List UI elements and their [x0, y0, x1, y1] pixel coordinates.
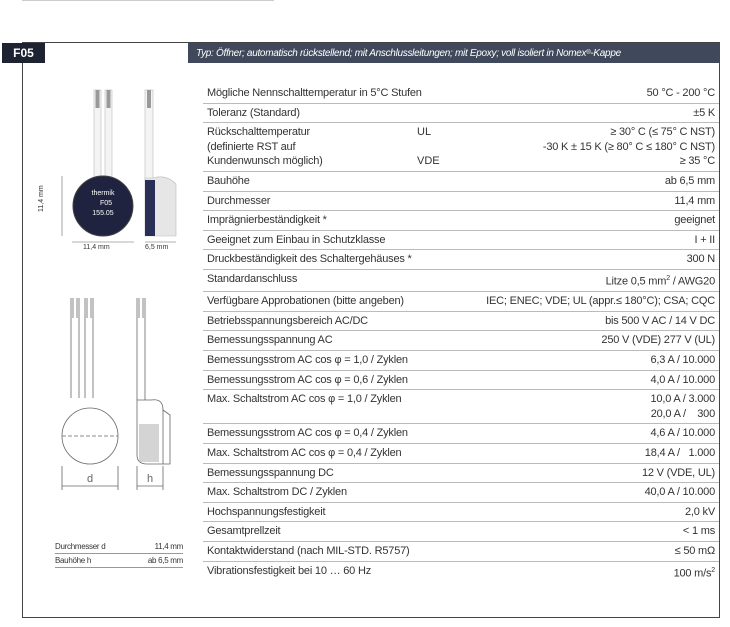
spec-row: [203, 192, 719, 212]
spec-label: Verfügbare Approbationen (bitte angeben): [207, 295, 404, 308]
spec-value: ±5 K: [693, 106, 715, 119]
spec-row: [203, 390, 719, 424]
spec-value-group: [674, 564, 715, 581]
spec-value: geeignet: [674, 214, 715, 227]
spec-value: 50 °C - 200 °C: [646, 87, 715, 99]
spec-value: ≤ 50 mΩ: [674, 544, 715, 557]
spec-row: [203, 172, 719, 192]
type-description: Typ: Öffner; automatisch rückstellend; mit Anschlussleitungen; mit Epoxy; voll isoliert in Nomex: [196, 47, 587, 59]
dimension-label: Bauhöhe h: [55, 556, 92, 565]
spec-row: [203, 464, 719, 484]
spec-row: [203, 292, 719, 312]
spec-value: 10,0 A / 3.000 20,0 A / 300: [650, 393, 715, 420]
dimensions-table: [55, 540, 183, 568]
top-rule: [22, 0, 274, 1]
photo-height-dim: 11,4 mm: [38, 185, 45, 212]
spec-value: 18,4 A / 1.000: [644, 446, 715, 459]
spec-label: Bemessungsspannung AC: [207, 334, 333, 347]
spec-value: 4,6 A / 10.000: [650, 427, 715, 440]
spec-label: Imprägnierbeständigkeit *: [207, 214, 327, 227]
spec-row: [203, 562, 719, 583]
photo-width-dim: 11,4 mm: [83, 244, 110, 251]
spec-value: 12 V (VDE, UL): [641, 466, 715, 479]
spec-row: [203, 522, 719, 542]
spec-label: Max. Schaltstrom AC cos φ = 1,0 / Zyklen: [207, 393, 402, 406]
spec-row: [203, 503, 719, 523]
spec-value: 2,0 kV: [685, 505, 715, 518]
spec-value: Litze 0,5 mm: [605, 275, 667, 288]
registered-mark: ®: [586, 50, 591, 56]
spec-row: [203, 351, 719, 371]
spec-value: 250 V (VDE) 277 V (UL): [601, 334, 715, 347]
spec-row: [203, 211, 719, 231]
photo-label-brand: thermik: [91, 190, 115, 197]
photo-label-model: F05: [99, 200, 113, 207]
spec-value: 11,4 mm: [674, 194, 715, 207]
spec-value: ab 6,5 mm: [664, 174, 715, 187]
product-code-tag: [2, 43, 45, 63]
drawing-h-label: h: [146, 473, 154, 485]
spec-value-superscript: 2: [711, 566, 715, 574]
spec-value: 40,0 A / 10.000: [644, 486, 715, 499]
spec-value: bis 500 V AC / 14 V DC: [605, 314, 715, 327]
spec-label: Max. Schaltstrom AC cos φ = 0,4 / Zyklen: [207, 446, 402, 459]
spec-row: [203, 483, 719, 503]
spec-value: 300 N: [686, 253, 715, 266]
spec-label: Kontaktwiderstand (nach MIL-STD. R5757): [207, 544, 410, 557]
type-header: [188, 43, 720, 63]
spec-label: Bemessungsstrom AC cos φ = 0,4 / Zyklen: [207, 427, 408, 440]
spec-label: Bemessungsstrom AC cos φ = 1,0 / Zyklen: [207, 353, 408, 366]
spec-value: 6,3 A / 10.000: [650, 353, 715, 366]
spec-row: [203, 123, 719, 172]
spec-label: Mögliche Nennschalttemperatur in 5°C Stufen: [207, 87, 422, 99]
spec-label: Gesamtprellzeit: [207, 525, 281, 538]
spec-row: [203, 371, 719, 391]
spec-label: Betriebsspannungsbereich AC/DC: [207, 314, 368, 327]
spec-row: [203, 231, 719, 251]
spec-label: Durchmesser: [207, 194, 271, 207]
technical-drawing: [55, 290, 190, 500]
spec-value: I + II: [694, 233, 715, 246]
spec-label: Rückschalttemperatur (definierte RST auf Kundenwunsch möglich): [207, 126, 323, 168]
spec-value-suffix: / AWG20: [669, 275, 715, 288]
spec-label: Hochspannungsfestigkeit: [207, 505, 326, 518]
spec-value: IEC; ENEC; VDE; UL (appr.≤ 180°C); CSA; CQC: [486, 295, 715, 308]
spec-label: Standardanschluss: [207, 272, 298, 285]
spec-row: [203, 542, 719, 562]
spec-label: Vibrationsfestigkeit bei 10 … 60 Hz: [207, 564, 371, 577]
spec-value: < 1 ms: [682, 525, 715, 538]
spec-value-group: [606, 272, 715, 289]
photo-depth-dim: 6,5 mm: [145, 244, 169, 251]
dimension-value: 11,4 mm: [154, 542, 183, 551]
spec-value: 100 m/s: [673, 567, 712, 580]
dimension-row: [55, 554, 183, 568]
spec-label: Max. Schaltstrom DC / Zyklen: [207, 486, 347, 499]
spec-label: Geeignet zum Einbau in Schutzklasse: [207, 233, 386, 246]
spec-row: [203, 444, 719, 464]
spec-row: [203, 331, 719, 351]
spec-value: 4,0 A / 10.000: [650, 373, 715, 386]
dimension-value: ab 6,5 mm: [147, 556, 183, 565]
spec-standard-column: UL VDE: [417, 126, 440, 168]
spec-row: [203, 84, 719, 104]
spec-label: Toleranz (Standard): [207, 106, 300, 119]
product-photo: [48, 88, 188, 258]
spec-label: Druckbeständigkeit des Schaltergehäuses *: [207, 253, 412, 266]
spec-label: Bemessungsspannung DC: [207, 466, 334, 479]
spec-label: Bemessungsstrom AC cos φ = 0,6 / Zyklen: [207, 373, 408, 386]
spec-row: [203, 424, 719, 444]
specifications-table: [203, 84, 719, 583]
photo-label-rating: 155.05: [92, 210, 114, 217]
spec-value-superscript: 2: [666, 274, 670, 282]
spec-row: [203, 250, 719, 270]
spec-label: Bauhöhe: [207, 174, 250, 187]
product-code: F05: [13, 46, 34, 60]
spec-row: [203, 270, 719, 292]
dimension-label: Durchmesser d: [55, 542, 106, 551]
drawing-d-label: d: [86, 473, 94, 485]
dimension-row: [55, 540, 183, 554]
spec-row: [203, 312, 719, 332]
type-description-suffix: -Kappe: [590, 47, 621, 59]
spec-value: ≥ 30° C (≤ 75° C NST) -30 K ± 15 K (≥ 80° C ≤ 180° C NST) ≥ 35 °C: [542, 126, 715, 168]
spec-row: [203, 104, 719, 124]
